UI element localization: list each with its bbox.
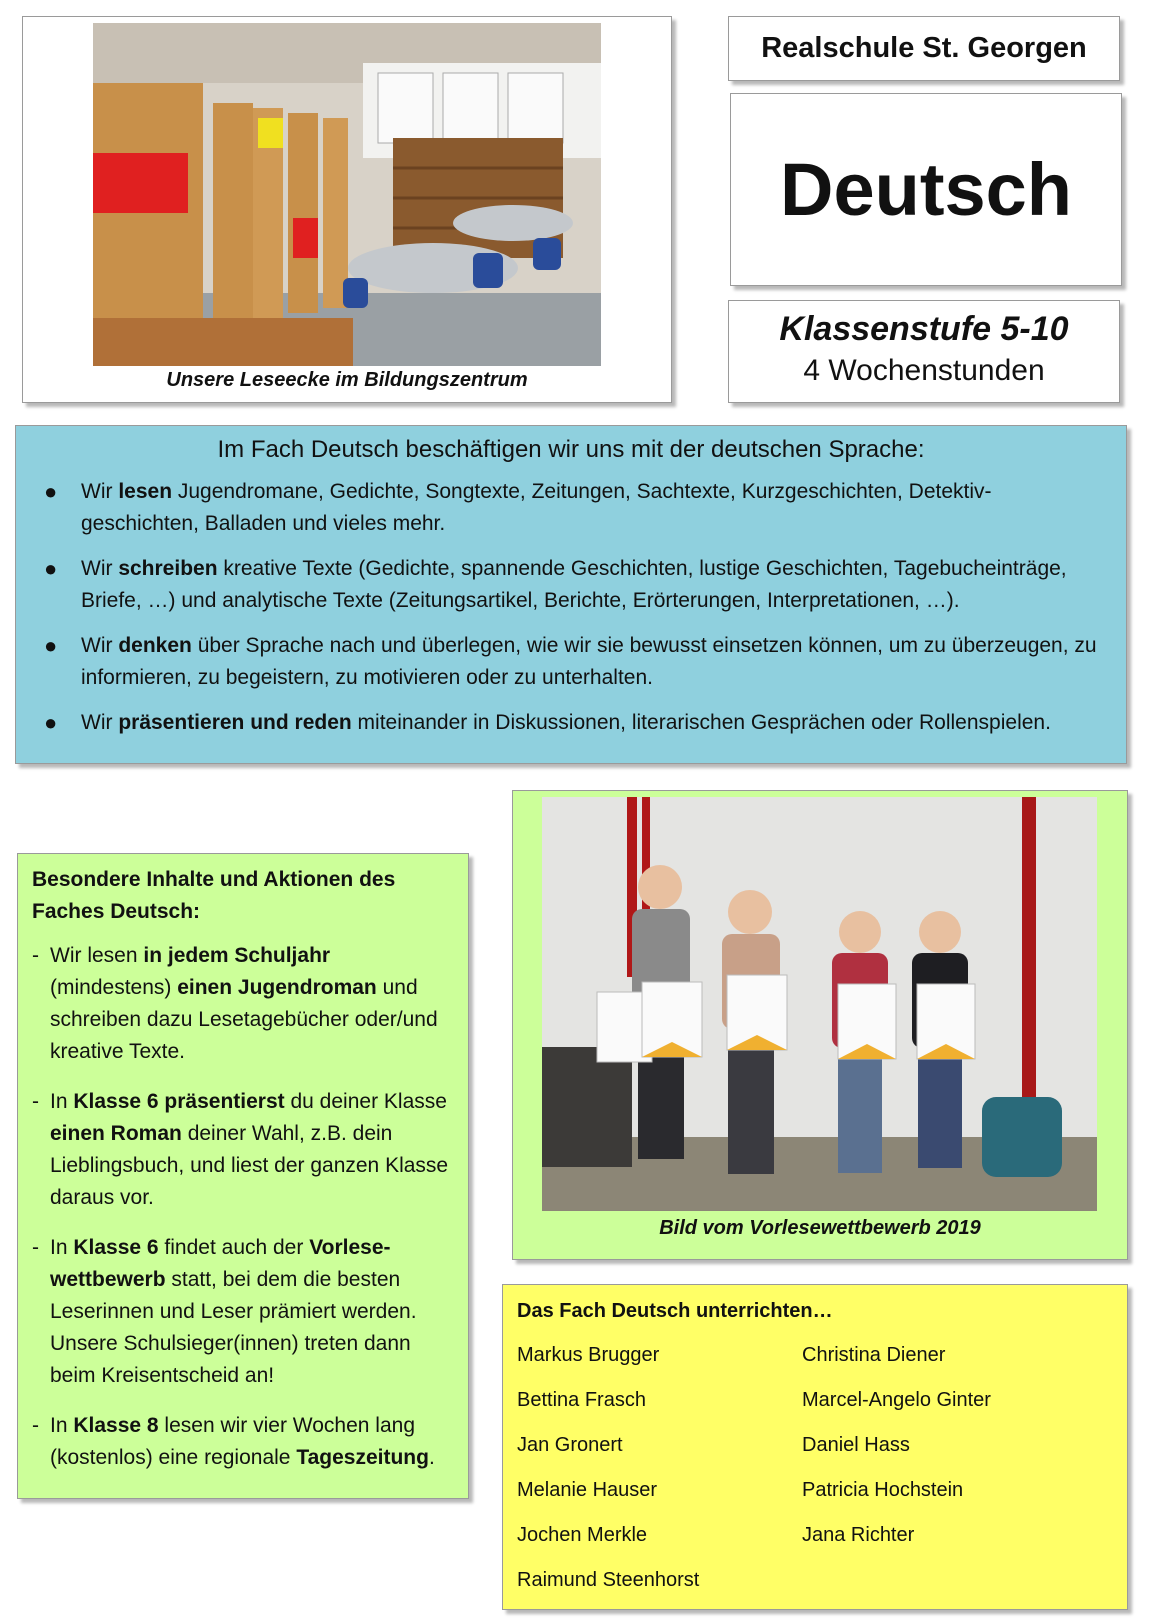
reading-corner-caption: Unsere Leseecke im Bildungszentrum: [166, 369, 528, 391]
special-item-roman-praesentation: - In Klasse 6 präsentierst du deiner Klasse einen Roman deiner Wahl, z.B. dein Lieblingsbuch, und liest der ganzen Klasse daraus vor.: [32, 1090, 449, 1209]
special-item-jugendroman: - Wir lesen in jedem Schuljahr (mindestens) einen Jugendroman und schreiben dazu Lesetagebücher oder/und kreative Texte.: [32, 944, 438, 1063]
teacher-name: Marcel-Angelo Ginter: [802, 1389, 991, 1411]
teacher-name: Daniel Hass: [802, 1434, 910, 1456]
teacher-name: Bettina Frasch: [517, 1389, 646, 1411]
competition-caption: Bild vom Vorlesewettbewerb 2019: [659, 1217, 981, 1239]
teacher-name: Christina Diener: [802, 1344, 946, 1366]
subject-title-box: [730, 93, 1122, 286]
bullet-icon: ●: [44, 556, 58, 581]
competition-photo-card: [512, 790, 1128, 1260]
intro-item-denken: ● Wir denken über Sprache nach und überlegen, wie wir sie bewusst einsetzen können, um zu überzeugen, zu informieren, zu begeistern, zu motivieren oder zu unterhalten.: [16, 630, 1126, 694]
competition-illustration: [542, 797, 1097, 1211]
weekly-hours: 4 Wochenstunden: [803, 354, 1045, 387]
special-item-vorlesewettbewerb: - In Klasse 6 findet auch der Vorlese-wettbewerb statt, bei dem die besten Leserinnen und Leser prämiert werden. Unsere Schulsieger(innen) treten dann beim Kreisentscheid an!: [32, 1236, 417, 1387]
teacher-name: Markus Brugger: [517, 1344, 660, 1366]
reading-corner-photo-card: [22, 16, 672, 403]
reading-corner-photo: [93, 23, 601, 366]
bullet-icon: ●: [44, 710, 58, 735]
competition-photo: [542, 797, 1097, 1211]
teacher-name: Patricia Hochstein: [802, 1479, 964, 1501]
teachers-box: [502, 1284, 1128, 1610]
teacher-name: Jana Richter: [802, 1524, 915, 1546]
subject-title: Deutsch: [780, 148, 1072, 231]
intro-list: [16, 476, 1126, 739]
teacher-name: Melanie Hauser: [517, 1479, 658, 1501]
intro-item-praesentieren: ● Wir präsentieren und reden miteinander in Diskussionen, literarischen Gesprächen oder Rollenspielen.: [16, 707, 1126, 739]
teachers-heading: Das Fach Deutsch unterrichten…: [517, 1300, 833, 1322]
intro-item-schreiben: ● Wir schreiben kreative Texte (Gedichte, spannende Geschichten, lustige Geschichten, Tagebucheinträge, Briefe, …) und analytische Texte (Zeitungsartikel, Berichte, Erörterungen, Interpretationen, …).: [16, 553, 1126, 617]
special-item-tageszeitung: - In Klasse 8 lesen wir vier Wochen lang (kostenlos) eine regionale Tageszeitung.: [32, 1414, 435, 1469]
teacher-name: Jochen Merkle: [517, 1524, 648, 1546]
school-name: Realschule St. Georgen: [761, 32, 1087, 64]
reading-corner-illustration: [93, 23, 601, 366]
bullet-icon: ●: [44, 633, 58, 658]
special-heading: Besondere Inhalte und Aktionen des Faches Deutsch:: [32, 868, 396, 923]
grade-info-box: [728, 300, 1120, 403]
intro-heading: Im Fach Deutsch beschäftigen wir uns mit der deutschen Sprache:: [217, 436, 925, 463]
bullet-icon: ●: [44, 479, 58, 504]
teacher-name: Raimund Steenhorst: [517, 1569, 700, 1591]
teacher-name: Jan Gronert: [517, 1434, 623, 1456]
grade-range: Klassenstufe 5-10: [779, 310, 1069, 348]
school-name-box: [728, 16, 1120, 81]
teachers-list: [517, 1341, 1113, 1611]
intro-box: [15, 425, 1127, 764]
special-content-box: [17, 853, 469, 1499]
intro-item-lesen: ● Wir lesen Jugendromane, Gedichte, Songtexte, Zeitungen, Sachtexte, Kurzgeschichten, Detektiv-geschichten, Balladen und vieles mehr.: [16, 476, 1126, 540]
